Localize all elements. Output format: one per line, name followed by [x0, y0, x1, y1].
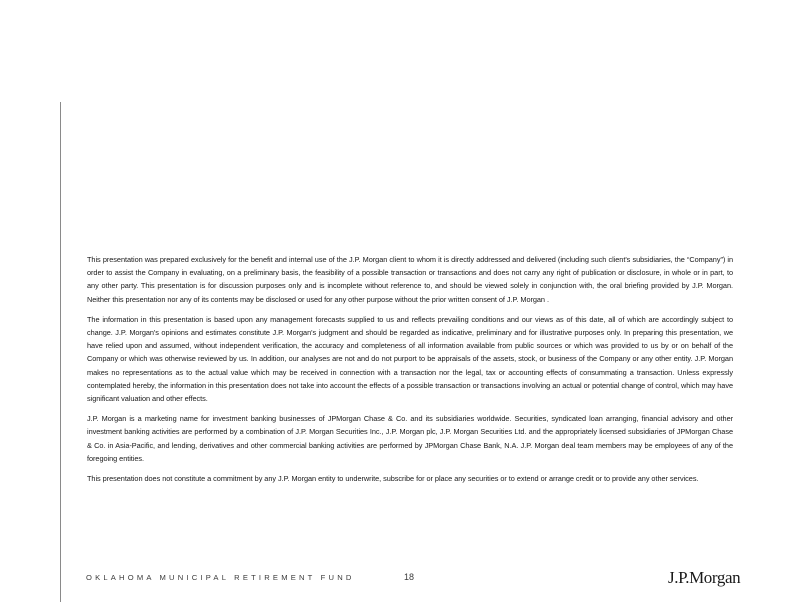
jpmorgan-logo: J.P.Morgan — [668, 568, 741, 587]
disclaimer-text-block — [87, 253, 733, 492]
disclaimer-paragraph-1: This presentation was prepared exclusively for the benefit and internal use of the J.P. Morgan client to whom it is directly addressed and delivered (including such client's subsidiaries, the “Company”) in order to assist the Company in evaluating, on a preliminary basis, the feasibility of a possible transaction or transactions and does not carry any right of publication or disclosure, in whole or in part, to any other party. This presentation is for discussion purposes only and is incomplete without reference to, and should be viewed solely in conjunction with, the oral briefing provided by J.P. Morgan. Neither this presentation nor any of its contents may be disclosed or used for any other purpose without the prior written consent of J.P. Morgan . — [87, 255, 733, 304]
disclaimer-paragraph-4: This presentation does not constitute a commitment by any J.P. Morgan entity to underwrite, subscribe for or place any securities or to extend or arrange credit or to provide any other services. — [87, 474, 699, 484]
footer-fund-name: OKLAHOMA MUNICIPAL RETIREMENT FUND — [86, 573, 355, 582]
left-margin-rule — [60, 102, 61, 602]
disclaimer-paragraph-3: J.P. Morgan is a marketing name for investment banking businesses of JPMorgan Chase & Co. and its subsidiaries worldwide. Securities, syndicated loan arranging, financial advisory and other investment banking activities are performed by a combination of J.P. Morgan Securities Inc., J.P. Morgan plc, J.P. Morgan Securities Ltd. and the appropriately licensed subsidiaries of JPMorgan Chase & Co. in Asia-Pacific, and lending, derivatives and other commercial banking activities are performed by JPMorgan Chase Bank, N.A. J.P. Morgan deal team members may be employees of any of the foregoing entities. — [87, 414, 733, 463]
page-number: 18 — [404, 572, 415, 582]
disclaimer-paragraph-2: The information in this presentation is based upon any management forecasts supplied to us and reflects prevailing conditions and our views as of this date, all of which are accordingly subject to change. J.P. Morgan's opinions and estimates constitute J.P. Morgan's judgment and should be regarded as indicative, preliminary and for illustrative purposes only. In preparing this presentation, we have relied upon and assumed, without independent verification, the accuracy and completeness of all information available from public sources or which was provided to us by or on behalf of the Company or which was otherwise reviewed by us. In addition, our analyses are not and do not purport to be appraisals of the assets, stock, or business of the Company or any other entity. J.P. Morgan makes no representations as to the actual value which may be received in connection with a transaction nor the legal, tax or accounting effects of consummating a transaction. Unless expressly contemplated hereby, the information in this presentation does not take into account the effects of a possible transaction or transactions involving an actual or potential change of control, which may have significant valuation and other effects. — [87, 314, 733, 404]
